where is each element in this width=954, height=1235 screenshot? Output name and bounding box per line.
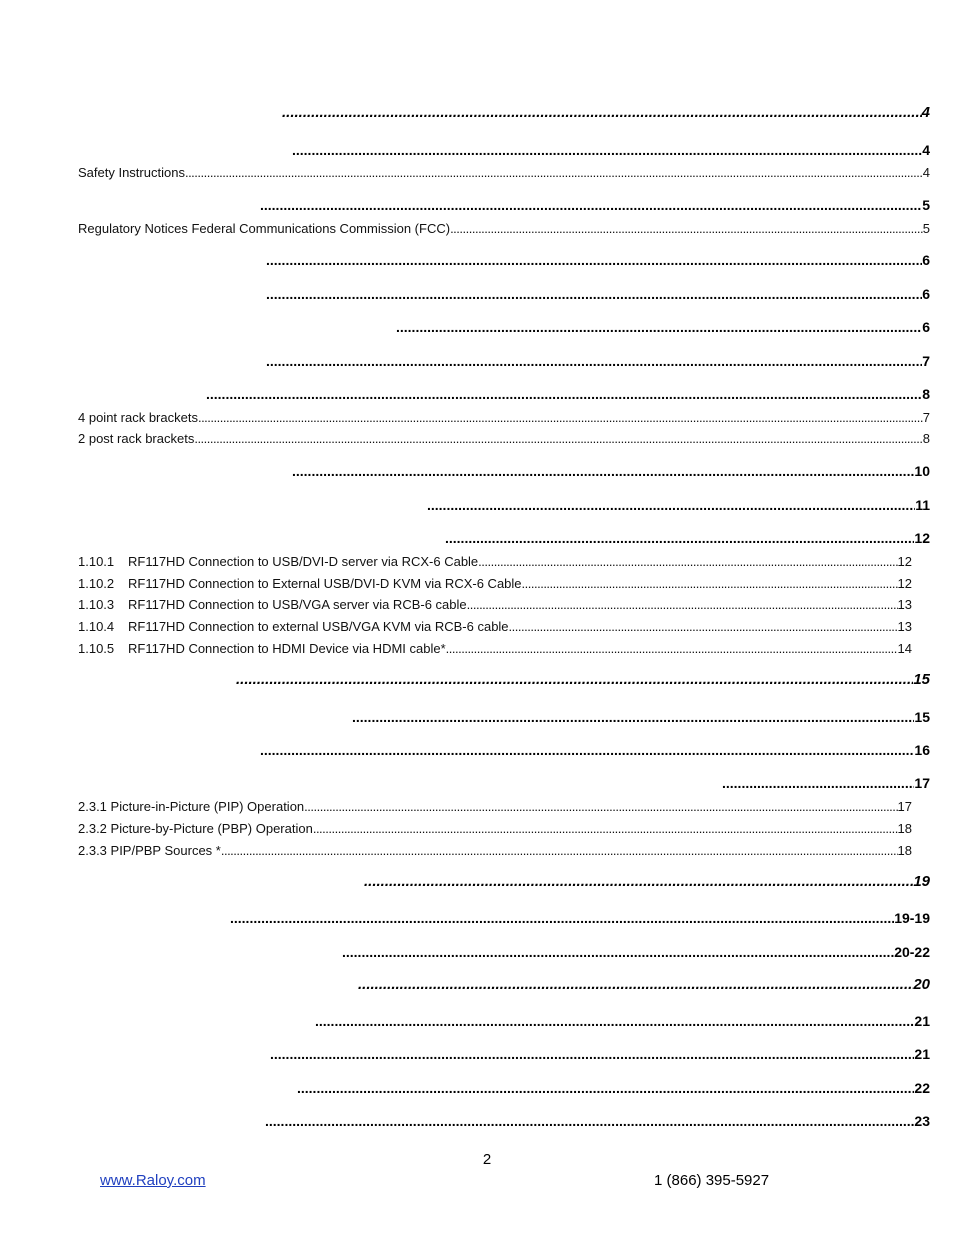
toc-page-number: 11: [915, 497, 930, 513]
toc-entry[interactable]: [78, 821, 912, 836]
toc-entry[interactable]: [282, 104, 930, 121]
toc-entry[interactable]: [445, 530, 930, 546]
dot-leader: [313, 821, 898, 836]
dot-leader: [292, 142, 922, 158]
dot-leader: [260, 742, 914, 758]
dot-leader: [265, 1113, 914, 1129]
dot-leader: [297, 1080, 914, 1096]
dot-leader: [266, 252, 922, 268]
toc-page-number: 4: [921, 104, 930, 121]
toc-entry[interactable]: [292, 463, 930, 479]
toc-entry-number: 1.10.4: [78, 619, 115, 634]
toc-page-number: 6: [922, 319, 930, 335]
dot-leader: [198, 410, 923, 425]
toc-page-number: 18: [897, 821, 912, 836]
toc-entry-title: Safety Instructions: [78, 165, 185, 180]
toc-page-number: 18: [897, 843, 912, 858]
dot-leader: [270, 1046, 914, 1062]
toc-page-number: 14: [897, 641, 912, 656]
toc-page-number: 6: [922, 286, 930, 302]
toc-page-number: 19-19: [894, 910, 930, 926]
toc-entry-title: RF117HD Connection to USB/DVI-D server via RCX-6 Cable: [128, 554, 479, 569]
toc-entry[interactable]: [78, 843, 912, 858]
dot-leader: [522, 576, 898, 591]
dot-leader: [266, 353, 922, 369]
toc-entry[interactable]: [266, 353, 930, 369]
toc-entry[interactable]: [292, 142, 930, 158]
toc-entry[interactable]: [78, 410, 930, 425]
toc-entry-number: 1.10.1: [78, 554, 115, 569]
dot-leader: [194, 431, 922, 446]
toc-page-number: 8: [922, 431, 930, 446]
toc-page-number: 20: [913, 976, 930, 993]
toc-page-number: 6: [922, 252, 930, 268]
toc-entry-title: RF117HD Connection to HDMI Device via HDMI cable*: [128, 641, 446, 656]
toc-entry[interactable]: [266, 286, 930, 302]
toc-page-number: 12: [897, 554, 912, 569]
toc-page-number: 19: [913, 873, 930, 890]
dot-leader: [509, 619, 898, 634]
toc-entry[interactable]: [358, 976, 930, 993]
toc-page-number: 13: [897, 619, 912, 634]
toc-entry[interactable]: [265, 1113, 930, 1129]
toc-entry-number: 1.10.5: [78, 641, 115, 656]
toc-page-number: 23: [914, 1113, 930, 1129]
toc-entry[interactable]: [78, 554, 912, 569]
dot-leader: [292, 463, 914, 479]
dot-leader: [364, 873, 913, 890]
toc-page-number: 20-22: [894, 944, 930, 960]
toc-entry[interactable]: [78, 431, 930, 446]
toc-entry-title: RF117HD Connection to USB/VGA server via RCB-6 cable: [128, 597, 467, 612]
dot-leader: [722, 775, 914, 791]
toc-entry-title: 2 post rack brackets: [78, 431, 195, 446]
dot-leader: [185, 165, 923, 180]
dot-leader: [230, 910, 894, 926]
toc-entry[interactable]: [722, 775, 930, 791]
toc-entry-title: RF117HD Connection to external USB/VGA KVM via RCB-6 cable: [128, 619, 509, 634]
toc-page-number: 5: [922, 197, 930, 213]
toc-entry[interactable]: [315, 1013, 930, 1029]
toc-page-number: 21: [914, 1046, 930, 1062]
toc-entry[interactable]: [270, 1046, 930, 1062]
toc-page-number: 7: [922, 410, 930, 425]
toc-page-number: 17: [897, 799, 912, 814]
toc-entry[interactable]: [78, 619, 912, 634]
toc-entry-number: 1.10.2: [78, 576, 115, 591]
toc-page-number: 15: [913, 671, 930, 688]
toc-entry[interactable]: [260, 197, 930, 213]
toc-page-number: 4: [922, 142, 930, 158]
dot-leader: [304, 799, 897, 814]
toc-page-number: 4: [922, 165, 930, 180]
toc-entry[interactable]: [266, 252, 930, 268]
toc-entry[interactable]: [78, 597, 912, 612]
toc-page-number: 7: [922, 353, 930, 369]
toc-page-number: 12: [897, 576, 912, 591]
dot-leader: [427, 497, 915, 513]
dot-leader: [358, 976, 913, 993]
dot-leader: [446, 641, 898, 656]
toc-page-number: 12: [914, 530, 930, 546]
dot-leader: [467, 597, 898, 612]
page-number: 2: [482, 1151, 492, 1168]
toc-page-number: 5: [922, 221, 930, 236]
toc-entry[interactable]: [352, 709, 930, 725]
dot-leader: [342, 944, 894, 960]
toc-entry[interactable]: [364, 873, 930, 890]
toc-page-number: 21: [914, 1013, 930, 1029]
toc-entry[interactable]: [230, 910, 930, 926]
dot-leader: [266, 286, 922, 302]
toc-entry[interactable]: [427, 497, 930, 513]
toc-entry[interactable]: [260, 742, 930, 758]
toc-page-number: 16: [914, 742, 930, 758]
toc-entry[interactable]: [206, 386, 930, 402]
toc-entry-title: RF117HD Connection to External USB/DVI-D KVM via RCX-6 Cable: [128, 576, 522, 591]
toc-entry-title: 2.3.3 PIP/PBP Sources *: [78, 843, 221, 858]
toc-entry[interactable]: [236, 671, 930, 688]
toc-entry-number: 1.10.3: [78, 597, 115, 612]
dot-leader: [352, 709, 914, 725]
dot-leader: [282, 104, 922, 121]
toc-entry[interactable]: [342, 944, 930, 960]
toc-page-number: 13: [897, 597, 912, 612]
toc-entry[interactable]: [78, 221, 930, 236]
dot-leader: [396, 319, 922, 335]
toc-page-number: 8: [922, 386, 930, 402]
dot-leader: [315, 1013, 914, 1029]
dot-leader: [478, 554, 897, 569]
toc-page-number: 10: [914, 463, 930, 479]
phone-number: 1 (866) 395-5927: [654, 1172, 770, 1189]
toc-entry-title: 2.3.1 Picture-in-Picture (PIP) Operation: [78, 799, 305, 814]
toc-entry[interactable]: [78, 799, 912, 814]
toc-entry[interactable]: [297, 1080, 930, 1096]
toc-entry-title: Regulatory Notices Federal Communications Commission (FCC): [78, 221, 451, 236]
dot-leader: [445, 530, 914, 546]
toc-entry-title: 2.3.2 Picture-by-Picture (PBP) Operation: [78, 821, 313, 836]
dot-leader: [206, 386, 922, 402]
toc-entry[interactable]: [78, 165, 930, 180]
website-link[interactable]: www.Raloy.com: [100, 1172, 206, 1189]
toc-entry[interactable]: [78, 641, 912, 656]
dot-leader: [221, 843, 898, 858]
dot-leader: [236, 671, 913, 688]
toc-entry-title: 4 point rack brackets: [78, 410, 198, 425]
toc-entry[interactable]: [396, 319, 930, 335]
dot-leader: [260, 197, 922, 213]
toc-entry[interactable]: [78, 576, 912, 591]
toc-page-number: 22: [914, 1080, 930, 1096]
dot-leader: [450, 221, 923, 236]
toc-page-number: 15: [914, 709, 930, 725]
toc-page-number: 17: [914, 775, 930, 791]
